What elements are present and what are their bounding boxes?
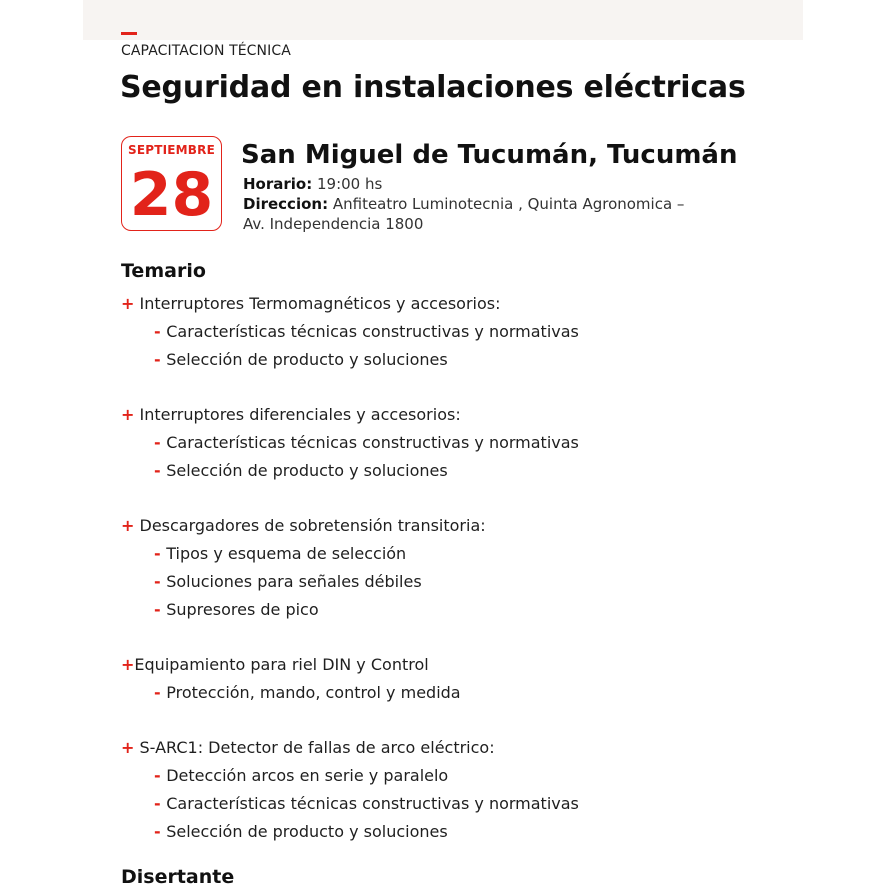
- subtopic-item: [154, 350, 448, 369]
- subtopic-label: Tipos y esquema de selección: [166, 544, 407, 563]
- topic-item: [121, 516, 486, 535]
- calendar-icon: [121, 136, 222, 231]
- next-section-title: Disertante: [121, 866, 235, 888]
- topic-item: [121, 294, 500, 313]
- subtopic-label: Características técnicas constructivas y normativas: [166, 322, 579, 341]
- subtopic-label: Selección de producto y soluciones: [166, 461, 448, 480]
- subtopic-label: Protección, mando, control y medida: [166, 683, 461, 702]
- subtopic-item: [154, 794, 579, 813]
- topic-label: Equipamiento para riel DIN y Control: [134, 655, 429, 674]
- subtopic-item: [154, 600, 319, 619]
- temario-title: Temario: [121, 260, 206, 282]
- dash-icon: -: [154, 433, 167, 452]
- dash-icon: -: [154, 794, 167, 813]
- dash-icon: -: [154, 544, 167, 563]
- topic-label: Interruptores diferenciales y accesorios:: [134, 405, 461, 424]
- topic-item: [121, 655, 429, 674]
- subtopic-item: [154, 322, 579, 341]
- subtopic-item: [154, 572, 422, 591]
- topic-item: [121, 738, 495, 757]
- subtopic-item: [154, 822, 448, 841]
- accent-dash: [121, 32, 137, 35]
- topic-label: Interruptores Termomagnéticos y accesorios:: [134, 294, 501, 313]
- horario-label: Horario:: [243, 175, 313, 193]
- subtopic-item: [154, 683, 461, 702]
- plus-icon: +: [121, 294, 135, 313]
- horario-value: 19:00 hs: [312, 175, 383, 193]
- eyebrow-label: CAPACITACION TÉCNICA: [121, 43, 291, 59]
- top-band: [83, 0, 803, 40]
- subtopic-label: Soluciones para señales débiles: [166, 572, 422, 591]
- topic-label: S-ARC1: Detector de fallas de arco eléctrico:: [134, 738, 495, 757]
- plus-icon: +: [121, 405, 135, 424]
- topic-label: Descargadores de sobretensión transitoria:: [134, 516, 486, 535]
- plus-icon: +: [121, 738, 135, 757]
- event-city: San Miguel de Tucumán, Tucumán: [241, 140, 738, 170]
- subtopic-label: Características técnicas constructivas y normativas: [166, 433, 579, 452]
- subtopic-item: [154, 461, 448, 480]
- dash-icon: -: [154, 683, 167, 702]
- subtopic-item: [154, 433, 579, 452]
- subtopic-label: Supresores de pico: [166, 600, 319, 619]
- page-title: Seguridad en instalaciones eléctricas: [120, 70, 746, 105]
- subtopic-label: Selección de producto y soluciones: [166, 822, 448, 841]
- direccion-label: Direccion:: [243, 195, 329, 213]
- subtopic-label: Selección de producto y soluciones: [166, 350, 448, 369]
- subtopic-label: Características técnicas constructivas y normativas: [166, 794, 579, 813]
- dash-icon: -: [154, 600, 167, 619]
- direccion-line2: Av. Independencia 1800: [243, 215, 424, 233]
- event-horario: [243, 175, 382, 193]
- plus-icon: +: [121, 516, 135, 535]
- dash-icon: -: [154, 822, 167, 841]
- subtopic-item: [154, 766, 448, 785]
- subtopic-label: Detección arcos en serie y paralelo: [166, 766, 449, 785]
- event-direccion: [243, 195, 684, 213]
- dash-icon: -: [154, 322, 167, 341]
- topic-item: [121, 405, 461, 424]
- plus-icon: +: [121, 655, 135, 674]
- dash-icon: -: [154, 350, 167, 369]
- dash-icon: -: [154, 766, 167, 785]
- subtopic-item: [154, 544, 406, 563]
- calendar-day: 28: [129, 160, 214, 230]
- dash-icon: -: [154, 572, 167, 591]
- dash-icon: -: [154, 461, 167, 480]
- calendar-month: SEPTIEMBRE: [127, 143, 215, 157]
- direccion-line1: Anfiteatro Luminotecnia , Quinta Agronomica –: [328, 195, 685, 213]
